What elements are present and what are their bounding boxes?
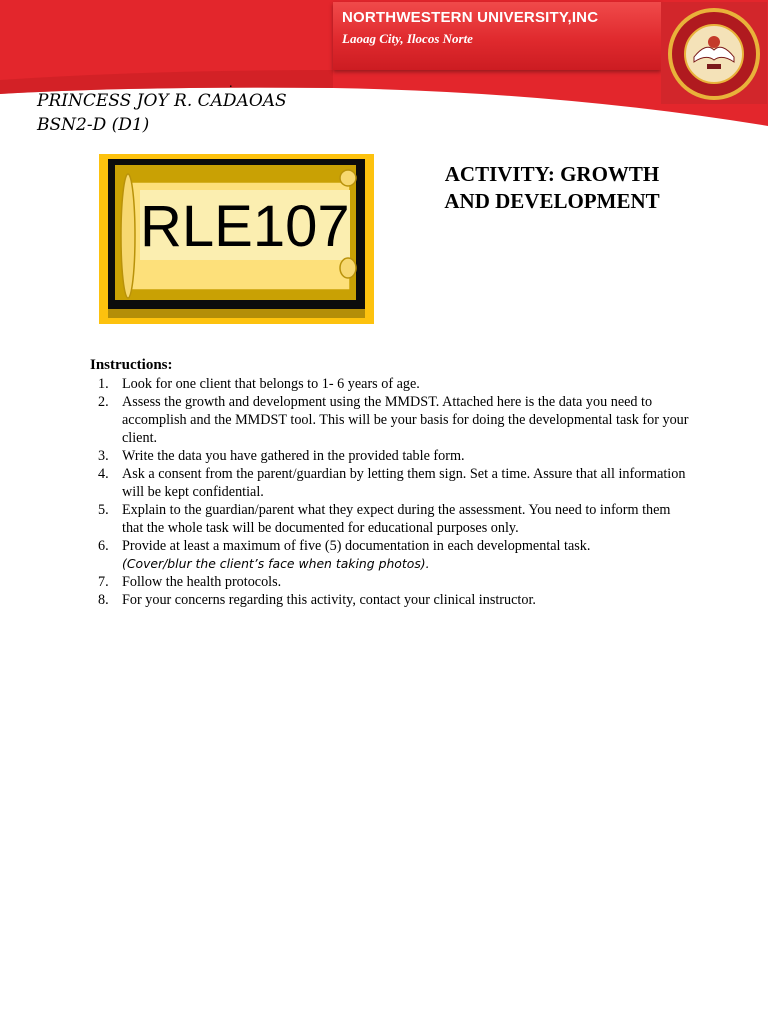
- list-item: 1. Look for one client that belongs to 1- 6 years of age.: [98, 376, 420, 392]
- instructions-list: [90, 375, 690, 609]
- course-badge-base: [108, 309, 365, 318]
- student-section: BSN2-D (D1): [37, 115, 150, 135]
- instruction-note: (Cover/blur the client’s face when taking photos).: [122, 556, 430, 571]
- seal-panel: [661, 2, 767, 104]
- list-item: 2. Assess the growth and development using the MMDST. Attached here is the data you need to accomplish and the MMDST tool. This will be your basis for doing the developmental task for your client.: [98, 394, 689, 446]
- university-location: Laoag City, Ilocos Norte: [342, 31, 473, 46]
- course-code: RLE107: [140, 194, 350, 259]
- list-item: 4. Ask a consent from the parent/guardian by letting them sign. Set a time. Assure that all information will be kept confidential.: [98, 466, 686, 500]
- university-seal-icon: [661, 2, 767, 104]
- list-item: 7. Follow the health protocols.: [98, 574, 282, 590]
- list-item: 3. Write the data you have gathered in the provided table form.: [98, 448, 465, 464]
- activity-title: ACTIVITY: GROWTH AND DEVELOPMENT: [444, 162, 660, 213]
- student-name: PRINCESS JOY R. CADAOAS: [37, 91, 287, 111]
- list-item: 5. Explain to the guardian/parent what they expect during the assessment. You need to inform them that the whole task will be documented for educational purposes only.: [98, 502, 671, 536]
- list-item: 6. Provide at least a maximum of five (5) documentation in each developmental task. (Cover/blur the client’s face when taking photos).: [90, 537, 690, 573]
- instructions-heading: Instructions:: [90, 357, 173, 373]
- header-dot: .: [229, 76, 233, 91]
- list-item: 8. For your concerns regarding this activity, contact your clinical instructor.: [98, 592, 536, 608]
- university-name: NORTHWESTERN UNIVERSITY,INC: [342, 9, 599, 26]
